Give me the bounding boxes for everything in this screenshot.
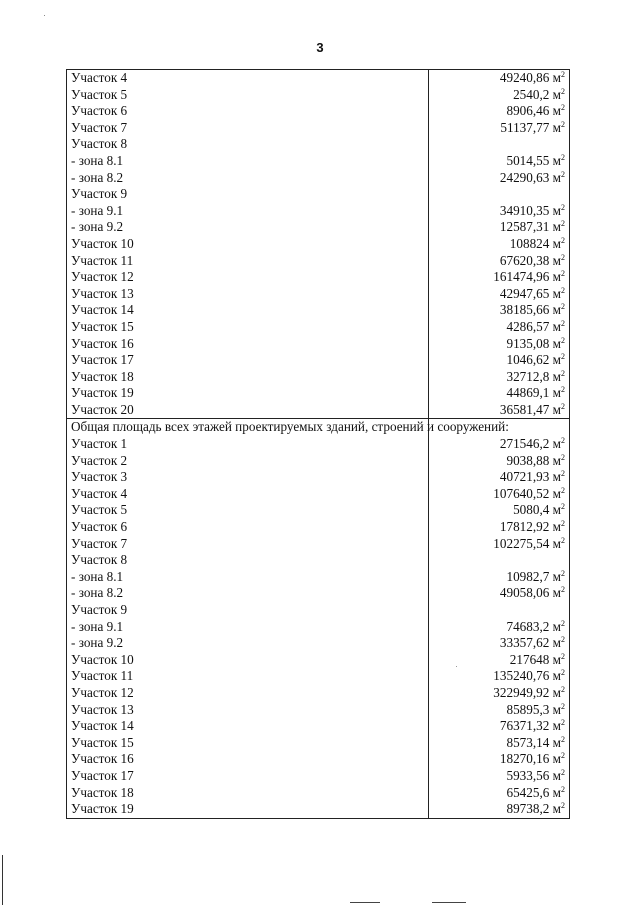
table-row: [67, 735, 570, 752]
table-row: [67, 453, 570, 470]
plot-name-cell: Участок 15: [67, 319, 429, 336]
plot-name-cell: Участок 18: [67, 369, 429, 386]
plot-name-cell: Участок 13: [67, 286, 429, 303]
area-value-cell: [429, 153, 570, 170]
table-row: [67, 203, 570, 220]
area-unit: м: [552, 469, 561, 485]
plot-name-cell: Участок 11: [67, 668, 429, 685]
area-value: 34910,35: [499, 202, 550, 218]
area-unit-power: 2: [561, 269, 565, 279]
area-unit-power: 2: [561, 436, 565, 446]
area-value-cell: [429, 685, 570, 702]
area-value-cell: [429, 751, 570, 768]
plot-name-cell: Участок 11: [67, 253, 429, 270]
area-unit: м: [552, 734, 561, 750]
plot-name-cell: Участок 8: [67, 136, 429, 153]
plot-name-cell: Участок 16: [67, 336, 429, 353]
table-row: [67, 668, 570, 685]
area-value: 1046,62: [506, 352, 550, 368]
area-unit-power: 2: [561, 70, 565, 79]
area-value: 2540,2: [513, 86, 550, 102]
area-unit-power: 2: [561, 219, 565, 229]
area-value-cell: [429, 286, 570, 303]
table-row: [67, 469, 570, 486]
area-unit-power: 2: [561, 302, 565, 312]
table-row: [67, 336, 570, 353]
table-row: [67, 602, 570, 619]
area-value-cell: [429, 718, 570, 735]
area-unit-power: 2: [561, 452, 565, 462]
area-value-cell: [429, 319, 570, 336]
plot-name-cell: Участок 15: [67, 735, 429, 752]
area-value: 10982,7: [506, 568, 550, 584]
plot-name-cell: Участок 17: [67, 768, 429, 785]
area-value-cell: [429, 585, 570, 602]
area-unit: м: [552, 401, 561, 417]
plot-name-cell: - зона 8.1: [67, 569, 429, 586]
table-row: [67, 170, 570, 187]
area-unit-power: 2: [561, 535, 565, 545]
area-value: 38185,66: [499, 302, 550, 318]
area-unit-power: 2: [561, 801, 565, 811]
area-value-cell: [429, 785, 570, 802]
area-unit: м: [552, 318, 561, 334]
area-value-cell: [429, 236, 570, 253]
area-value: 42947,65: [499, 285, 550, 301]
area-value-cell: [429, 702, 570, 719]
area-unit-power: 2: [561, 235, 565, 245]
area-value: 49058,06: [499, 585, 550, 601]
table-row: [67, 269, 570, 286]
plot-name-cell: Участок 19: [67, 385, 429, 402]
area-unit-power: 2: [561, 519, 565, 529]
area-unit: м: [552, 452, 561, 468]
plot-name-cell: Участок 17: [67, 352, 429, 369]
area-value: 89738,2: [506, 801, 550, 817]
plot-name-cell: Участок 5: [67, 502, 429, 519]
plot-name-cell: Участок 1: [67, 436, 429, 453]
area-value: 217648: [509, 651, 550, 667]
area-unit-power: 2: [561, 368, 565, 378]
table-row: [67, 369, 570, 386]
area-unit: м: [552, 767, 561, 783]
area-value: 5933,56: [506, 767, 550, 783]
area-value-cell: [429, 87, 570, 104]
section-heading: Общая площадь всех этажей проектируемых зданий, строений и сооружений:: [67, 419, 429, 436]
area-value: 8906,46: [506, 103, 550, 119]
area-value-cell: [429, 253, 570, 270]
area-unit: м: [552, 651, 561, 667]
area-unit-power: 2: [561, 718, 565, 728]
area-unit-power: 2: [561, 469, 565, 479]
table-row: [67, 219, 570, 236]
plot-name-cell: Участок 14: [67, 718, 429, 735]
table-row: [67, 319, 570, 336]
table-row: [67, 136, 570, 153]
table-row: [67, 801, 570, 818]
area-unit: м: [552, 684, 561, 700]
area-value: 76371,32: [499, 718, 550, 734]
area-value: 44869,1: [506, 385, 550, 401]
plot-name-cell: Участок 12: [67, 269, 429, 286]
area-value-cell: [429, 336, 570, 353]
table-row: [67, 685, 570, 702]
area-unit: м: [552, 585, 561, 601]
area-unit: м: [552, 219, 561, 235]
plot-name-cell: - зона 9.1: [67, 619, 429, 636]
area-value: 9135,08: [506, 335, 550, 351]
area-unit: м: [552, 269, 561, 285]
area-value-cell: [429, 453, 570, 470]
area-unit: м: [552, 801, 561, 817]
area-value: 102275,54: [493, 535, 550, 551]
area-value-cell: [429, 502, 570, 519]
plot-name-cell: - зона 9.1: [67, 203, 429, 220]
area-unit-power: 2: [561, 352, 565, 362]
area-unit: м: [552, 368, 561, 384]
area-value-cell: [429, 569, 570, 586]
area-value-cell: [429, 602, 570, 619]
area-value: 36581,47: [499, 401, 550, 417]
area-unit-power: 2: [561, 252, 565, 262]
area-unit-power: 2: [561, 152, 565, 162]
plot-name-cell: Участок 14: [67, 302, 429, 319]
scan-edge-line: [2, 855, 3, 905]
plot-name-cell: Участок 8: [67, 552, 429, 569]
area-unit: м: [552, 568, 561, 584]
area-unit-power: 2: [561, 734, 565, 744]
table-row: [67, 569, 570, 586]
area-value: 40721,93: [499, 469, 550, 485]
table-row: [67, 385, 570, 402]
plot-name-cell: - зона 8.2: [67, 585, 429, 602]
area-value: 18270,16: [499, 751, 550, 767]
area-unit: м: [552, 701, 561, 717]
area-value-cell: [429, 486, 570, 503]
area-value: 32712,8: [506, 368, 550, 384]
area-value-cell: [429, 436, 570, 453]
area-table: [66, 69, 570, 819]
table-row: [67, 635, 570, 652]
area-value: 51137,77: [500, 119, 550, 135]
table-row: [67, 402, 570, 419]
area-unit-power: 2: [561, 169, 565, 179]
area-value-cell: [429, 302, 570, 319]
area-unit: м: [552, 502, 561, 518]
table-row: [67, 718, 570, 735]
area-unit: м: [552, 86, 561, 102]
area-value: 12587,31: [499, 219, 550, 235]
area-unit: м: [552, 335, 561, 351]
area-value-cell: [429, 668, 570, 685]
area-unit-power: 2: [561, 585, 565, 595]
area-value: 85895,3: [506, 701, 550, 717]
table-row: [67, 552, 570, 569]
table-row: [67, 236, 570, 253]
area-unit: м: [552, 252, 561, 268]
area-unit-power: 2: [561, 635, 565, 645]
table-row: [67, 486, 570, 503]
area-unit-power: 2: [561, 103, 565, 113]
scan-edge-line: [350, 902, 380, 903]
area-unit-power: 2: [561, 335, 565, 345]
scan-speck: [44, 15, 45, 16]
area-value-cell: [429, 186, 570, 203]
area-unit: м: [552, 70, 561, 85]
plot-name-cell: Участок 19: [67, 801, 429, 818]
table-row: [67, 70, 570, 87]
area-value-cell: [429, 170, 570, 187]
area-value-cell: [429, 269, 570, 286]
area-value: 135240,76: [493, 668, 550, 684]
area-value-cell: [429, 652, 570, 669]
area-unit: м: [552, 485, 561, 501]
area-unit-power: 2: [561, 385, 565, 395]
area-unit-power: 2: [561, 751, 565, 761]
area-value: 65425,6: [506, 784, 550, 800]
area-value-cell: [429, 219, 570, 236]
area-value: 107640,52: [493, 485, 550, 501]
area-value-cell: [429, 70, 570, 87]
area-unit: м: [552, 152, 561, 168]
table-row: [67, 286, 570, 303]
plot-name-cell: Участок 5: [67, 87, 429, 104]
table-row: [67, 652, 570, 669]
area-value-cell: [429, 735, 570, 752]
area-value-cell: [429, 519, 570, 536]
scan-edge-line: [432, 902, 466, 903]
area-unit: м: [552, 618, 561, 634]
plot-name-cell: Участок 16: [67, 751, 429, 768]
area-unit: м: [552, 635, 561, 651]
table-row: [67, 768, 570, 785]
area-unit-power: 2: [561, 668, 565, 678]
area-value-cell: [429, 469, 570, 486]
table-row: [67, 585, 570, 602]
area-unit: м: [552, 103, 561, 119]
area-unit-power: 2: [561, 651, 565, 661]
table-row: [67, 87, 570, 104]
area-unit: м: [552, 302, 561, 318]
plot-name-cell: Участок 6: [67, 519, 429, 536]
area-unit-power: 2: [561, 767, 565, 777]
plot-name-cell: Участок 10: [67, 652, 429, 669]
area-value: 67620,38: [499, 252, 550, 268]
area-unit: м: [552, 718, 561, 734]
plot-name-cell: Участок 20: [67, 402, 429, 419]
table-row: [67, 436, 570, 453]
table-row: [67, 702, 570, 719]
area-value: 17812,92: [499, 519, 550, 535]
area-value-cell: [429, 352, 570, 369]
plot-name-cell: Участок 4: [67, 70, 429, 87]
table-row: [67, 785, 570, 802]
plot-name-cell: - зона 9.2: [67, 635, 429, 652]
area-unit-power: 2: [561, 119, 565, 129]
area-value-cell: [429, 120, 570, 137]
area-value-cell: [429, 619, 570, 636]
area-value: 322949,92: [493, 684, 550, 700]
table-row: [67, 253, 570, 270]
area-value-cell: [429, 203, 570, 220]
area-unit: м: [552, 385, 561, 401]
area-value-cell: [429, 768, 570, 785]
area-value-cell: [429, 552, 570, 569]
area-value-cell: [429, 103, 570, 120]
table-row: [67, 751, 570, 768]
area-unit: м: [552, 119, 561, 135]
plot-name-cell: Участок 9: [67, 602, 429, 619]
area-value: 74683,2: [506, 618, 550, 634]
area-value: 24290,63: [499, 169, 550, 185]
area-unit: м: [552, 352, 561, 368]
area-unit-power: 2: [561, 701, 565, 711]
area-unit: м: [552, 436, 561, 452]
area-value-cell: [429, 536, 570, 553]
area-unit: м: [552, 784, 561, 800]
area-value: 33357,62: [499, 635, 550, 651]
area-unit: м: [552, 169, 561, 185]
table-row: [67, 502, 570, 519]
table-row: [67, 302, 570, 319]
area-unit: м: [552, 535, 561, 551]
plot-name-cell: Участок 3: [67, 469, 429, 486]
area-unit: м: [552, 202, 561, 218]
plot-name-cell: Участок 9: [67, 186, 429, 203]
area-value: 9038,88: [506, 452, 550, 468]
area-value: 161474,96: [493, 269, 550, 285]
plot-name-cell: Участок 4: [67, 486, 429, 503]
area-unit: м: [552, 235, 561, 251]
area-value-cell: [429, 136, 570, 153]
plot-name-cell: Участок 7: [67, 120, 429, 137]
plot-name-cell: - зона 9.2: [67, 219, 429, 236]
area-value: 8573,14: [506, 734, 550, 750]
table-row: [67, 186, 570, 203]
area-value: 4286,57: [506, 318, 550, 334]
section-heading-row: [67, 419, 570, 436]
area-unit-power: 2: [561, 318, 565, 328]
plot-name-cell: - зона 8.1: [67, 153, 429, 170]
area-value-cell: [429, 369, 570, 386]
area-unit: м: [552, 285, 561, 301]
area-unit-power: 2: [561, 568, 565, 578]
page-number: 3: [316, 40, 324, 55]
area-unit: м: [552, 668, 561, 684]
area-unit-power: 2: [561, 684, 565, 694]
area-value: 49240,86: [499, 70, 550, 85]
area-value: 271546,2: [499, 436, 550, 452]
area-unit: м: [552, 751, 561, 767]
area-unit-power: 2: [561, 618, 565, 628]
area-value: 5080,4: [513, 502, 550, 518]
table-row: [67, 103, 570, 120]
plot-name-cell: Участок 6: [67, 103, 429, 120]
area-value-cell: [429, 402, 570, 419]
table-row: [67, 619, 570, 636]
table-row: [67, 120, 570, 137]
plot-name-cell: Участок 18: [67, 785, 429, 802]
area-unit-power: 2: [561, 784, 565, 794]
plot-name-cell: Участок 2: [67, 453, 429, 470]
table-row: [67, 536, 570, 553]
area-unit-power: 2: [561, 86, 565, 96]
area-value-cell: [429, 635, 570, 652]
area-unit-power: 2: [561, 285, 565, 295]
area-unit-power: 2: [561, 485, 565, 495]
plot-name-cell: Участок 7: [67, 536, 429, 553]
area-value-cell: [429, 385, 570, 402]
plot-name-cell: Участок 12: [67, 685, 429, 702]
area-value: 108824: [509, 235, 550, 251]
plot-name-cell: - зона 8.2: [67, 170, 429, 187]
table-row: [67, 153, 570, 170]
area-unit-power: 2: [561, 502, 565, 512]
table-row: [67, 519, 570, 536]
area-unit: м: [552, 519, 561, 535]
area-unit-power: 2: [561, 401, 565, 411]
area-unit-power: 2: [561, 202, 565, 212]
plot-name-cell: Участок 10: [67, 236, 429, 253]
area-value-cell: [429, 801, 570, 818]
plot-name-cell: Участок 13: [67, 702, 429, 719]
table-row: [67, 352, 570, 369]
area-value: 5014,55: [506, 152, 550, 168]
